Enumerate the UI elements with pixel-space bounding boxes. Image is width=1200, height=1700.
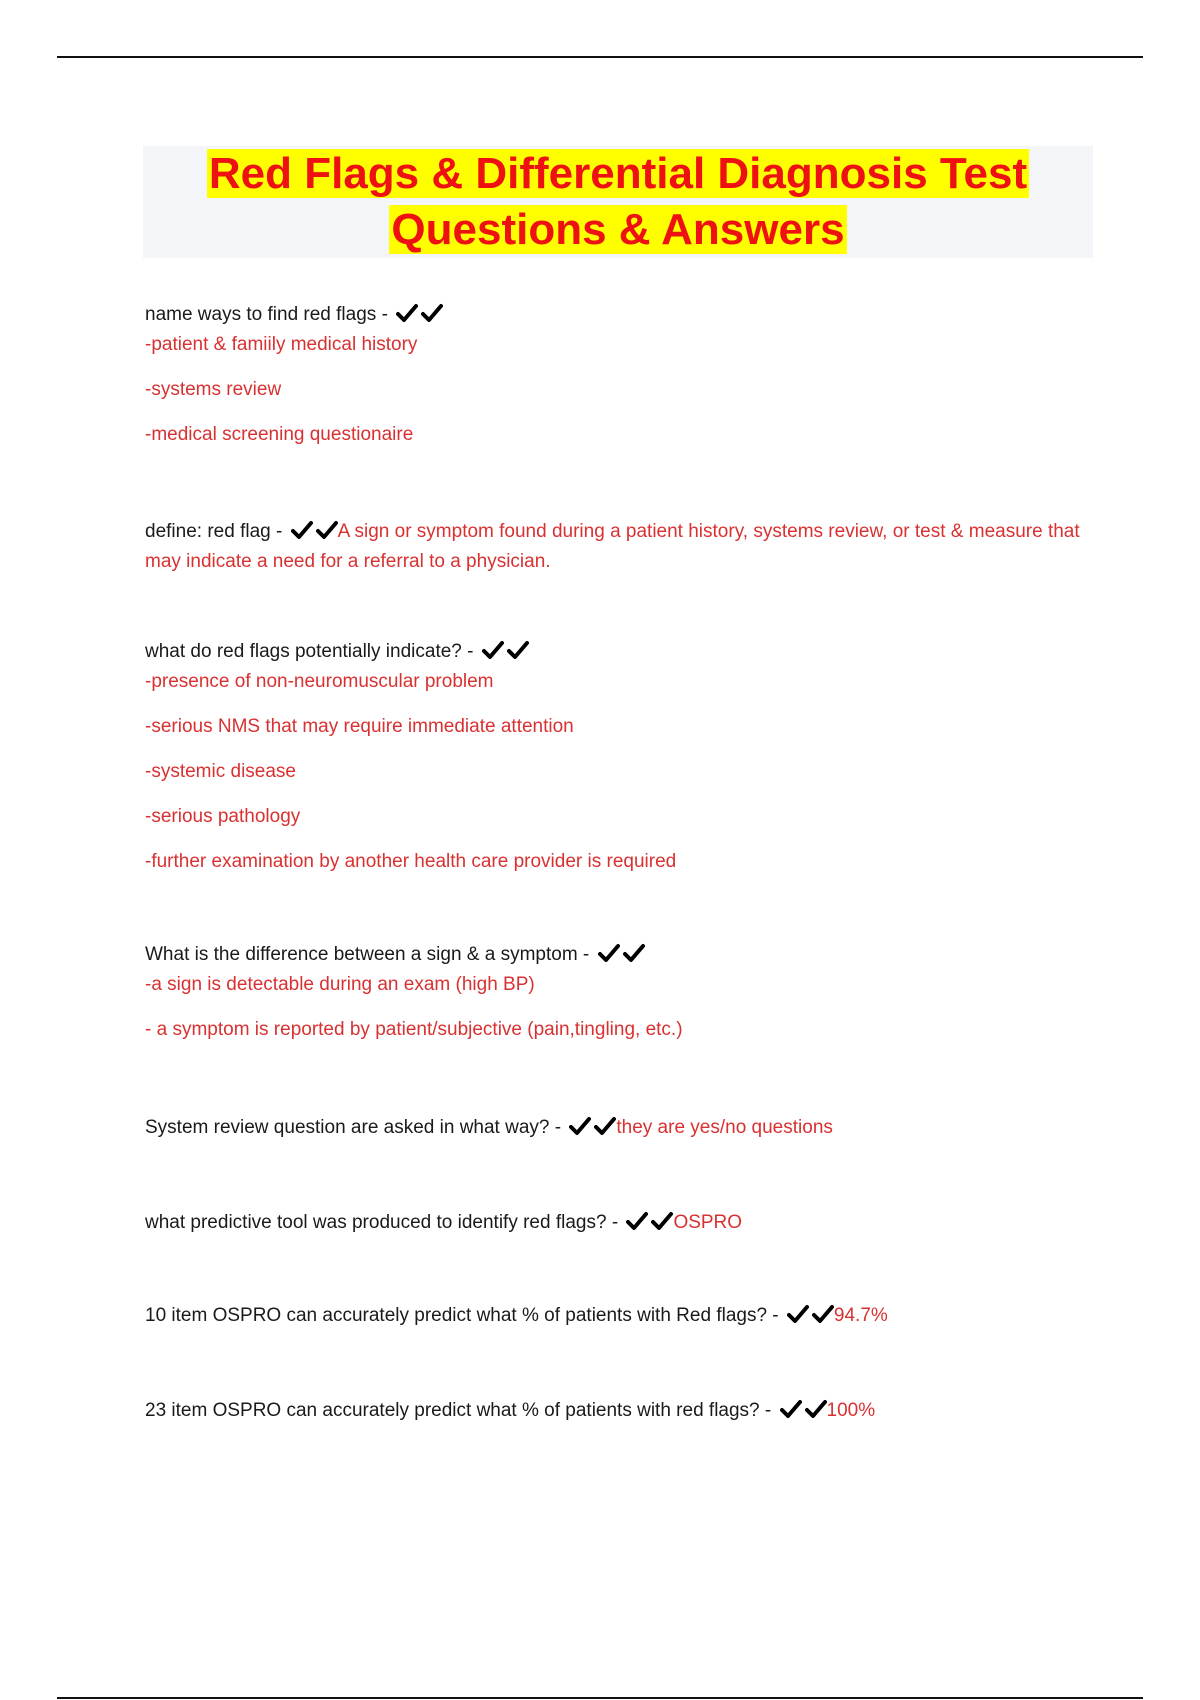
qa-item xyxy=(145,1113,1085,1143)
page-title-line-1 xyxy=(143,146,1093,202)
answer-text: 100% xyxy=(826,1400,876,1421)
question-text: what predictive tool was produced to identify red flags? - xyxy=(145,1212,624,1233)
answer-text: -further examination by another health care provider is required xyxy=(145,851,677,872)
check-icon xyxy=(507,640,529,660)
check-icon xyxy=(787,1304,809,1324)
check-icon xyxy=(396,303,418,323)
question-text: what do red flags potentially indicate? - xyxy=(145,641,479,662)
check-icon xyxy=(651,1211,673,1231)
check-icon xyxy=(623,943,645,963)
answer-list xyxy=(145,330,1085,450)
page-title-text-2: Questions & Answers xyxy=(391,205,845,254)
answer-list xyxy=(145,970,1085,1045)
answer-text: - a symptom is reported by patient/subjective (pain,tingling, etc.) xyxy=(145,1019,683,1040)
page-title-line-2 xyxy=(143,202,1093,258)
qa-item xyxy=(145,300,1085,450)
title-box xyxy=(143,146,1093,258)
qa-item xyxy=(145,517,1085,577)
answer-text: -serious NMS that may require immediate attention xyxy=(145,716,574,737)
qa-item xyxy=(145,1396,1085,1426)
check-icon xyxy=(812,1304,834,1324)
check-icon xyxy=(421,303,443,323)
qa-item xyxy=(145,940,1085,1045)
answer-text: -presence of non-neuromuscular problem xyxy=(145,671,494,692)
answer-text: -patient & famiily medical history xyxy=(145,334,418,355)
top-rule xyxy=(57,56,1143,58)
answer-text: A sign or symptom found during a patient history, systems review, or test & measure that may indicate a need for a referral to a physician. xyxy=(145,521,1080,572)
answer-text: -systems review xyxy=(145,379,282,400)
check-icon xyxy=(805,1399,827,1419)
answer-text: they are yes/no questions xyxy=(616,1117,833,1138)
answer-text: -systemic disease xyxy=(145,761,296,782)
answer-text: -medical screening questionaire xyxy=(145,424,414,445)
question-text: define: red flag - xyxy=(145,521,288,542)
qa-item xyxy=(145,1208,1085,1238)
answer-text: OSPRO xyxy=(673,1212,743,1233)
check-icon xyxy=(780,1399,802,1419)
check-icon xyxy=(594,1116,616,1136)
qa-item xyxy=(145,637,1085,877)
question-text: What is the difference between a sign & a symptom - xyxy=(145,944,595,965)
check-icon xyxy=(482,640,504,660)
question-text: System review question are asked in what way? - xyxy=(145,1117,567,1138)
answer-list xyxy=(145,667,1085,877)
answer-text: -a sign is detectable during an exam (high BP) xyxy=(145,974,535,995)
check-icon xyxy=(316,520,338,540)
question-text: 23 item OSPRO can accurately predict what % of patients with red flags? - xyxy=(145,1400,777,1421)
question-text: name ways to find red flags - xyxy=(145,304,394,325)
answer-text: -serious pathology xyxy=(145,806,301,827)
check-icon xyxy=(291,520,313,540)
page-title-text-1: Red Flags & Differential Diagnosis Test xyxy=(208,149,1028,198)
check-icon xyxy=(626,1211,648,1231)
bottom-rule xyxy=(57,1697,1143,1699)
question-text: 10 item OSPRO can accurately predict what % of patients with Red flags? - xyxy=(145,1305,784,1326)
check-icon xyxy=(598,943,620,963)
qa-item xyxy=(145,1301,1085,1331)
answer-text: 94.7% xyxy=(833,1305,888,1326)
check-icon xyxy=(569,1116,591,1136)
